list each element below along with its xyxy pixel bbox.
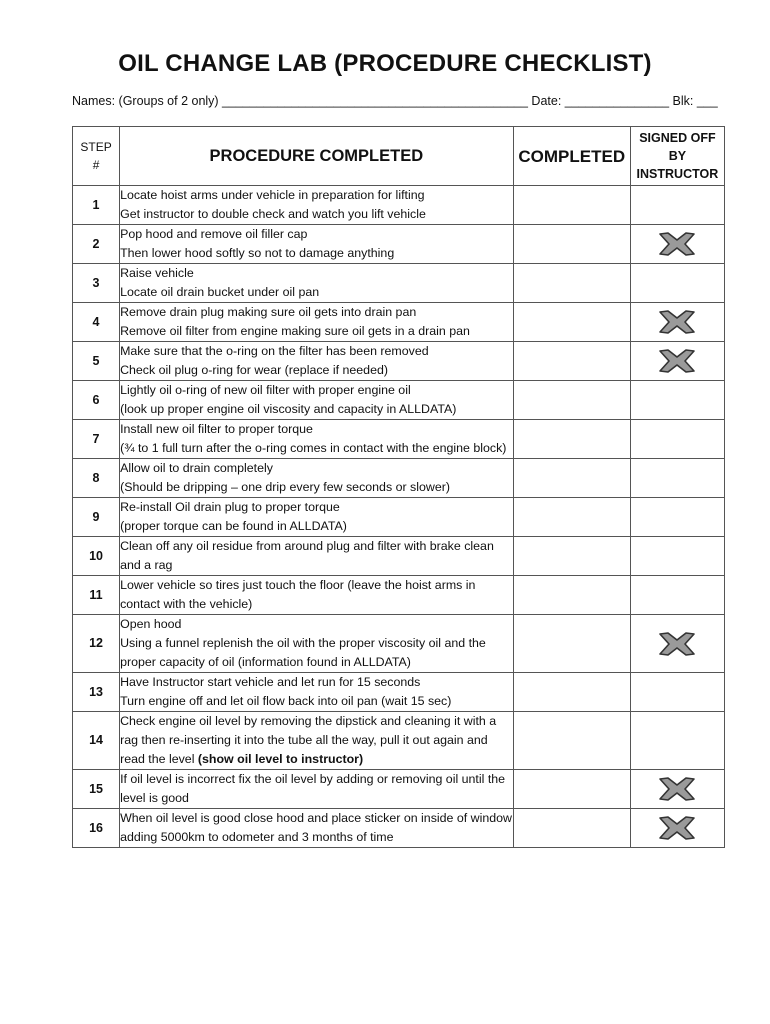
step-number: 8 xyxy=(73,459,120,498)
procedure-cell xyxy=(120,381,514,420)
signed-by-label: BY xyxy=(668,149,687,163)
step-number: 9 xyxy=(73,498,120,537)
procedure-text: Pop hood and remove oil filler cap xyxy=(120,227,308,241)
completed-checkbox-cell[interactable] xyxy=(513,225,630,264)
procedure-text: (look up proper engine oil viscosity and capacity in ALLDATA) xyxy=(120,402,457,416)
table-row xyxy=(73,537,725,576)
instructor-signoff-cell[interactable] xyxy=(630,303,724,342)
completed-checkbox-cell[interactable] xyxy=(513,381,630,420)
procedure-text: Check oil plug o-ring for wear (replace if needed) xyxy=(120,363,388,377)
instructor-signoff-cell[interactable] xyxy=(630,381,724,420)
table-row xyxy=(73,420,725,459)
instructor-signoff-cell[interactable] xyxy=(630,186,724,225)
step-number: 10 xyxy=(73,537,120,576)
table-row xyxy=(73,576,725,615)
names-date-block-line: Names: (Groups of 2 only) ____________________________________________ Date: _______________ Blk: ___ xyxy=(72,94,718,108)
procedure-cell xyxy=(120,303,514,342)
table-row xyxy=(73,303,725,342)
step-number: 5 xyxy=(73,342,120,381)
step-number: 1 xyxy=(73,186,120,225)
completed-checkbox-cell[interactable] xyxy=(513,264,630,303)
completed-checkbox-cell[interactable] xyxy=(513,673,630,712)
procedure-text-part: Check engine oil level by removing the dipstick and cleaning it with a rag then re-inserting it into the tube all the way, pull it out again and read the level xyxy=(120,714,497,766)
completed-header: COMPLETED xyxy=(513,127,630,186)
completed-checkbox-cell[interactable] xyxy=(513,420,630,459)
x-mark-icon xyxy=(657,631,697,657)
step-number: 11 xyxy=(73,576,120,615)
step-number: 14 xyxy=(73,712,120,770)
instructor-signoff-cell[interactable] xyxy=(630,576,724,615)
table-row xyxy=(73,809,725,848)
step-header xyxy=(73,127,120,186)
procedure-cell xyxy=(120,537,514,576)
procedure-text: Turn engine off and let oil flow back into oil pan (wait 15 sec) xyxy=(120,694,452,708)
procedure-cell xyxy=(120,342,514,381)
completed-checkbox-cell[interactable] xyxy=(513,809,630,848)
procedure-cell xyxy=(120,459,514,498)
table-row xyxy=(73,459,725,498)
procedure-text: Then lower hood softly so not to damage anything xyxy=(120,246,395,260)
procedure-cell xyxy=(120,576,514,615)
procedure-text: Allow oil to drain completely xyxy=(120,461,273,475)
completed-checkbox-cell[interactable] xyxy=(513,498,630,537)
instructor-signoff-cell[interactable] xyxy=(630,420,724,459)
completed-checkbox-cell[interactable] xyxy=(513,459,630,498)
procedure-cell xyxy=(120,615,514,673)
instructor-signoff-cell[interactable] xyxy=(630,809,724,848)
instructor-signoff-cell[interactable] xyxy=(630,225,724,264)
x-mark-icon xyxy=(657,348,697,374)
procedure-text: Open hood xyxy=(120,617,182,631)
table-row xyxy=(73,770,725,809)
procedure-checklist-table xyxy=(72,126,725,848)
procedure-text: Lower vehicle so tires just touch the floor (leave the hoist arms in contact with the vehicle) xyxy=(120,578,476,611)
instructor-signoff-cell[interactable] xyxy=(630,459,724,498)
procedure-text: Have Instructor start vehicle and let run for 15 seconds xyxy=(120,675,421,689)
table-row xyxy=(73,673,725,712)
procedure-text: (¾ to 1 full turn after the o-ring comes in contact with the engine block) xyxy=(120,441,507,455)
procedure-text: Lightly oil o-ring of new oil filter with proper engine oil xyxy=(120,383,411,397)
procedure-text: Clean off any oil residue from around plug and filter with brake clean and a rag xyxy=(120,539,494,572)
procedure-emphasis: (show oil level to instructor) xyxy=(197,752,364,766)
step-number: 15 xyxy=(73,770,120,809)
instructor-signoff-cell[interactable] xyxy=(630,342,724,381)
procedure-text: Re-install Oil drain plug to proper torque xyxy=(120,500,340,514)
procedure-text: (Should be dripping – one drip every few seconds or slower) xyxy=(120,480,450,494)
completed-checkbox-cell[interactable] xyxy=(513,342,630,381)
x-mark-icon xyxy=(657,309,697,335)
procedure-text: Make sure that the o-ring on the filter has been removed xyxy=(120,344,429,358)
step-number: 4 xyxy=(73,303,120,342)
procedure-text: Locate oil drain bucket under oil pan xyxy=(120,285,320,299)
table-row xyxy=(73,381,725,420)
procedure-text xyxy=(120,712,513,769)
instructor-signoff-cell[interactable] xyxy=(630,770,724,809)
procedure-cell xyxy=(120,809,514,848)
signed-instructor-label: INSTRUCTOR xyxy=(636,167,719,181)
step-number: 6 xyxy=(73,381,120,420)
completed-checkbox-cell[interactable] xyxy=(513,186,630,225)
procedure-cell xyxy=(120,225,514,264)
x-mark-icon xyxy=(657,815,697,841)
step-header-hash: # xyxy=(92,158,100,172)
completed-checkbox-cell[interactable] xyxy=(513,712,630,770)
table-row xyxy=(73,186,725,225)
table-row xyxy=(73,712,725,770)
procedure-text: If oil level is incorrect fix the oil level by adding or removing oil until the level is good xyxy=(120,772,506,805)
x-mark-icon xyxy=(657,776,697,802)
instructor-signoff-cell[interactable] xyxy=(630,712,724,770)
procedure-cell xyxy=(120,498,514,537)
table-row xyxy=(73,498,725,537)
procedure-text: Remove oil filter from engine making sure oil gets in a drain pan xyxy=(120,324,470,338)
procedure-header: PROCEDURE COMPLETED xyxy=(120,127,514,186)
procedure-text: Locate hoist arms under vehicle in preparation for lifting xyxy=(120,188,425,202)
completed-checkbox-cell[interactable] xyxy=(513,770,630,809)
instructor-signoff-cell[interactable] xyxy=(630,673,724,712)
procedure-cell xyxy=(120,420,514,459)
table-row xyxy=(73,342,725,381)
step-number: 3 xyxy=(73,264,120,303)
procedure-text: Remove drain plug making sure oil gets into drain pan xyxy=(120,305,417,319)
instructor-signoff-cell[interactable] xyxy=(630,498,724,537)
procedure-cell xyxy=(120,712,514,770)
procedure-cell xyxy=(120,264,514,303)
step-header-label: STEP xyxy=(80,140,112,154)
completed-checkbox-cell[interactable] xyxy=(513,303,630,342)
procedure-text: Install new oil filter to proper torque xyxy=(120,422,313,436)
x-mark-icon xyxy=(657,231,697,257)
signed-off-header xyxy=(630,127,724,186)
procedure-text: (proper torque can be found in ALLDATA) xyxy=(120,519,347,533)
instructor-signoff-cell[interactable] xyxy=(630,615,724,673)
signed-off-label: SIGNED OFF xyxy=(639,131,716,145)
table-row xyxy=(73,225,725,264)
procedure-cell xyxy=(120,770,514,809)
procedure-cell xyxy=(120,673,514,712)
instructor-signoff-cell[interactable] xyxy=(630,537,724,576)
step-number: 13 xyxy=(73,673,120,712)
procedure-cell xyxy=(120,186,514,225)
step-number: 12 xyxy=(73,615,120,673)
page-title: OIL CHANGE LAB (PROCEDURE CHECKLIST) xyxy=(118,50,652,77)
completed-checkbox-cell[interactable] xyxy=(513,615,630,673)
step-number: 2 xyxy=(73,225,120,264)
instructor-signoff-cell[interactable] xyxy=(630,264,724,303)
table-row xyxy=(73,264,725,303)
procedure-text: Raise vehicle xyxy=(120,266,194,280)
procedure-text: Get instructor to double check and watch you lift vehicle xyxy=(120,207,426,221)
completed-checkbox-cell[interactable] xyxy=(513,576,630,615)
header-row xyxy=(73,127,725,186)
procedure-text: Using a funnel replenish the oil with the proper viscosity oil and the proper capacity of oil (information found in ALLDATA) xyxy=(120,636,486,669)
completed-checkbox-cell[interactable] xyxy=(513,537,630,576)
table-row xyxy=(73,615,725,673)
procedure-text: When oil level is good close hood and place sticker on inside of window adding 5000km to odometer and 3 months of time xyxy=(120,811,512,844)
step-number: 16 xyxy=(73,809,120,848)
step-number: 7 xyxy=(73,420,120,459)
